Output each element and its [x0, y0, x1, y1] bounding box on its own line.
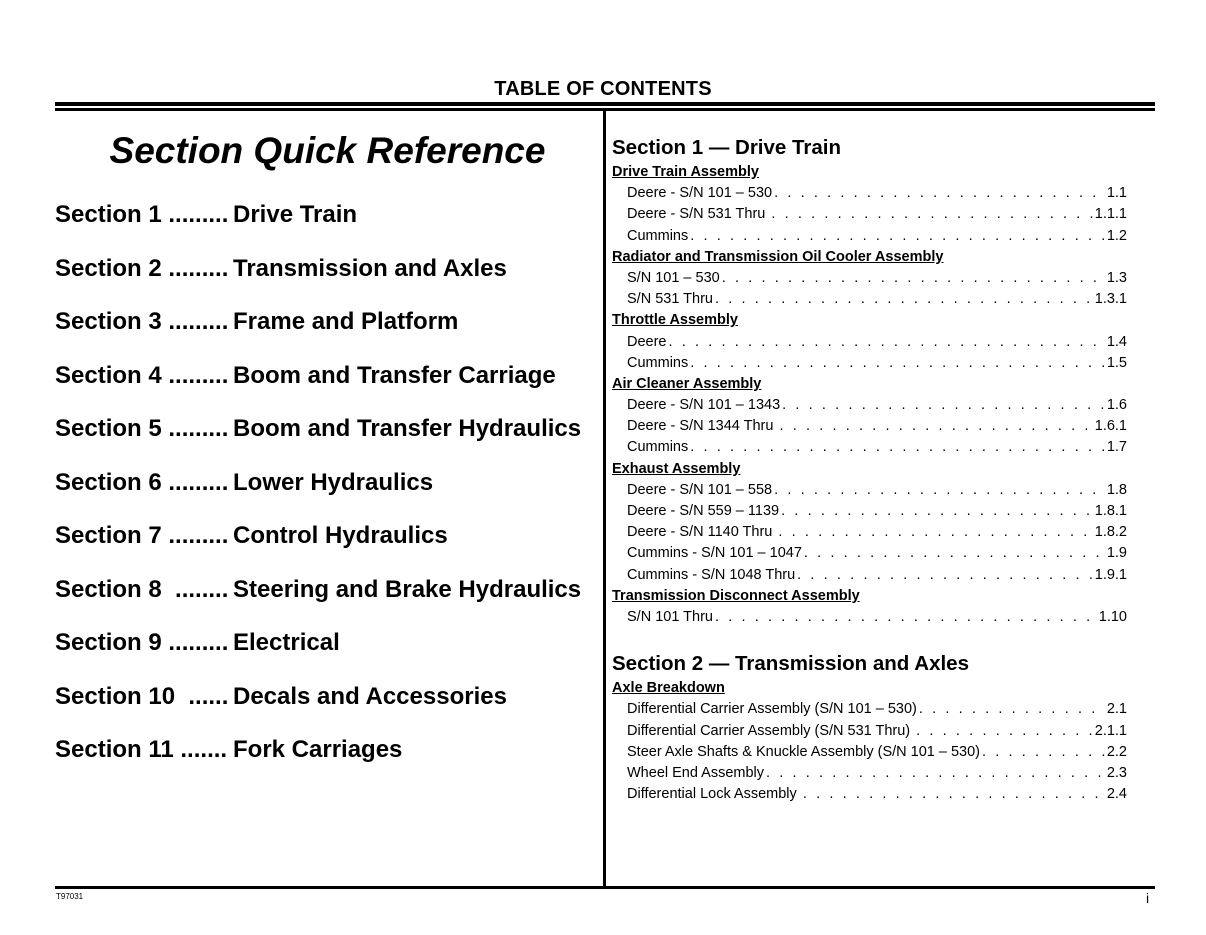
dot-leader — [690, 353, 1105, 374]
header-rule-thick — [55, 102, 1155, 106]
page-title: TABLE OF CONTENTS — [494, 78, 712, 100]
toc-entry[interactable] — [612, 565, 1127, 586]
subsection-heading: Air Cleaner Assembly — [612, 375, 762, 392]
toc-entry[interactable] — [612, 699, 1127, 720]
dot-leader — [782, 395, 1105, 416]
entry-label: S/N 531 Thru — [627, 291, 713, 308]
toc-entry[interactable] — [612, 784, 1127, 805]
dot-leader — [916, 721, 1093, 742]
entry-label: Wheel End Assembly — [627, 764, 765, 781]
dot-leader — [779, 416, 1092, 437]
entry-page-number: 1.8.2 — [1094, 524, 1127, 541]
entry-label: S/N 101 – 530 — [627, 269, 720, 286]
quick-reference-item[interactable] — [55, 624, 581, 678]
section-number: Section 4 ......... — [55, 361, 229, 389]
toc-entry[interactable] — [612, 268, 1127, 289]
section-number: Section 10 ...... — [55, 682, 229, 710]
entry-label: Deere - S/N 101 – 530 — [627, 185, 773, 202]
subsection-heading: Exhaust Assembly — [612, 460, 741, 477]
entry-label: Deere - S/N 101 – 558 — [627, 481, 773, 498]
entry-page-number: 1.4 — [1106, 333, 1127, 350]
entry-label: Cummins - S/N 101 – 1047 — [627, 545, 802, 562]
entry-page-number: 1.9.1 — [1094, 566, 1127, 583]
section-name: Transmission and Axles — [233, 254, 507, 282]
entry-page-number: 1.3 — [1106, 269, 1127, 286]
quick-reference-item[interactable] — [55, 410, 581, 464]
subsection-heading: Axle Breakdown — [612, 680, 725, 697]
entry-page-number: 1.2 — [1106, 227, 1127, 244]
quick-reference-item[interactable] — [55, 464, 581, 518]
section-name: Electrical — [233, 629, 340, 656]
subsection-heading: Transmission Disconnect Assembly — [612, 587, 860, 604]
section-number: Section 6 ......... — [55, 468, 229, 496]
column-divider — [603, 111, 606, 888]
footer-rule — [55, 886, 1155, 889]
section-number: Section 2 ......... — [55, 254, 229, 282]
dot-leader — [669, 332, 1105, 353]
entry-label: Deere - S/N 559 – 1139 — [627, 503, 780, 519]
dot-leader — [771, 204, 1092, 225]
entry-page-number: 1.1 — [1106, 185, 1127, 202]
toc-entry[interactable] — [612, 353, 1127, 374]
toc-entry[interactable] — [612, 543, 1127, 564]
entry-page-number: 2.1 — [1106, 701, 1127, 718]
entry-page-number: 1.7 — [1106, 439, 1127, 456]
entry-page-number: 1.8.1 — [1094, 503, 1127, 519]
quick-reference-item[interactable] — [55, 303, 581, 357]
quick-reference-item[interactable] — [55, 517, 581, 571]
section-number: Section 8 ........ — [55, 575, 229, 603]
toc-entry[interactable] — [612, 183, 1127, 204]
quick-reference-item[interactable] — [55, 357, 581, 411]
entry-label: Deere — [627, 333, 667, 350]
entry-label: Deere - S/N 1140 Thru — [627, 524, 777, 541]
document-code: T97031 — [56, 892, 84, 901]
toc-entry[interactable] — [612, 607, 1127, 628]
section-name: Drive Train — [233, 201, 358, 228]
quick-reference-title: Section Quick Reference — [109, 130, 546, 171]
dot-leader — [774, 183, 1105, 204]
section-number: Section 1 ......... — [55, 201, 229, 228]
quick-reference-item[interactable] — [55, 250, 581, 304]
section-number: Section 5 ......... — [55, 415, 229, 442]
dot-leader — [778, 522, 1092, 543]
toc-entry[interactable] — [612, 332, 1127, 353]
entry-page-number: 1.3.1 — [1094, 291, 1127, 308]
section-name: Boom and Transfer Carriage — [233, 361, 556, 389]
toc-entry[interactable] — [612, 437, 1127, 458]
section-name: Steering and Brake Hydraulics — [233, 575, 582, 603]
toc-entry[interactable] — [612, 416, 1127, 437]
dot-leader — [919, 699, 1105, 720]
entry-page-number: 2.1.1 — [1094, 722, 1127, 739]
section-name: Frame and Platform — [233, 308, 459, 335]
entry-label: Differential Lock Assembly — [627, 786, 801, 803]
entry-page-number: 1.1.1 — [1094, 206, 1127, 223]
section-number: Section 11 ....... — [55, 736, 228, 763]
section-name: Boom and Transfer Hydraulics — [233, 415, 582, 442]
section-number: Section 7 ......... — [55, 522, 229, 549]
entry-page-number: 2.2 — [1106, 743, 1127, 760]
dot-leader — [774, 480, 1105, 501]
quick-reference-item[interactable] — [55, 678, 581, 732]
toc-entry[interactable] — [612, 480, 1127, 501]
entry-label: Deere - S/N 101 – 1343 — [627, 397, 781, 414]
subsection-heading: Drive Train Assembly — [612, 164, 759, 180]
dot-leader — [715, 607, 1097, 628]
section-name: Lower Hydraulics — [233, 468, 434, 496]
entry-page-number: 1.6.1 — [1094, 418, 1127, 435]
toc-entry[interactable] — [612, 742, 1127, 763]
dot-leader — [722, 268, 1105, 289]
dot-leader — [804, 543, 1105, 564]
section-name: Fork Carriages — [233, 736, 403, 763]
toc-entry[interactable] — [612, 226, 1127, 247]
entry-label: Deere - S/N 531 Thru — [627, 206, 770, 223]
page-number: i — [1146, 890, 1150, 906]
toc-entry[interactable] — [612, 289, 1127, 310]
toc-entry[interactable] — [612, 501, 1127, 522]
entry-label: S/N 101 Thru — [627, 608, 713, 625]
toc-entry[interactable] — [612, 204, 1127, 225]
table-of-contents — [612, 134, 1127, 805]
toc-entry[interactable] — [612, 763, 1127, 784]
toc-entry[interactable] — [612, 522, 1127, 543]
dot-leader — [803, 784, 1105, 805]
subsection-heading: Throttle Assembly — [612, 312, 738, 329]
dot-leader — [982, 742, 1105, 763]
dot-leader — [690, 226, 1105, 247]
section-heading: Section 1 — Drive Train — [612, 136, 841, 159]
dot-leader — [766, 763, 1105, 784]
toc-entry[interactable] — [612, 395, 1127, 416]
entry-label: Cummins - S/N 1048 Thru — [627, 566, 796, 583]
entry-page-number: 1.9 — [1106, 545, 1127, 562]
entry-page-number: 1.6 — [1106, 397, 1127, 414]
entry-page-number: 1.5 — [1106, 354, 1127, 371]
entry-page-number: 1.10 — [1098, 608, 1127, 625]
entry-page-number: 1.8 — [1106, 481, 1127, 498]
section-name: Control Hydraulics — [233, 522, 448, 549]
toc-entry[interactable] — [612, 721, 1127, 742]
entry-label: Differential Carrier Assembly (S/N 101 – 530) — [627, 701, 917, 718]
section-number: Section 9 ......... — [55, 629, 229, 656]
entry-page-number: 2.3 — [1106, 764, 1127, 781]
entry-label: Differential Carrier Assembly (S/N 531 Thru) — [627, 722, 915, 739]
dot-leader — [715, 289, 1093, 310]
entry-label: Steer Axle Shafts & Knuckle Assembly (S/N 101 – 530) — [627, 743, 981, 760]
section-heading: Section 2 — Transmission and Axles — [612, 652, 969, 676]
subsection-heading: Radiator and Transmission Oil Cooler Assembly — [612, 248, 944, 265]
quick-reference-item[interactable] — [55, 196, 581, 250]
quick-reference-item[interactable] — [55, 571, 581, 625]
section-name: Decals and Accessories — [233, 682, 507, 710]
quick-reference-item[interactable] — [55, 731, 581, 785]
quick-reference-list — [55, 196, 581, 785]
entry-label: Cummins — [627, 354, 689, 371]
entry-label: Deere - S/N 1344 Thru — [627, 418, 778, 435]
entry-label: Cummins — [627, 227, 689, 244]
section-number: Section 3 ......... — [55, 308, 229, 335]
dot-leader — [781, 501, 1093, 522]
dot-leader — [797, 565, 1093, 586]
dot-leader — [690, 437, 1105, 458]
entry-label: Cummins — [627, 439, 689, 456]
entry-page-number: 2.4 — [1106, 786, 1127, 803]
